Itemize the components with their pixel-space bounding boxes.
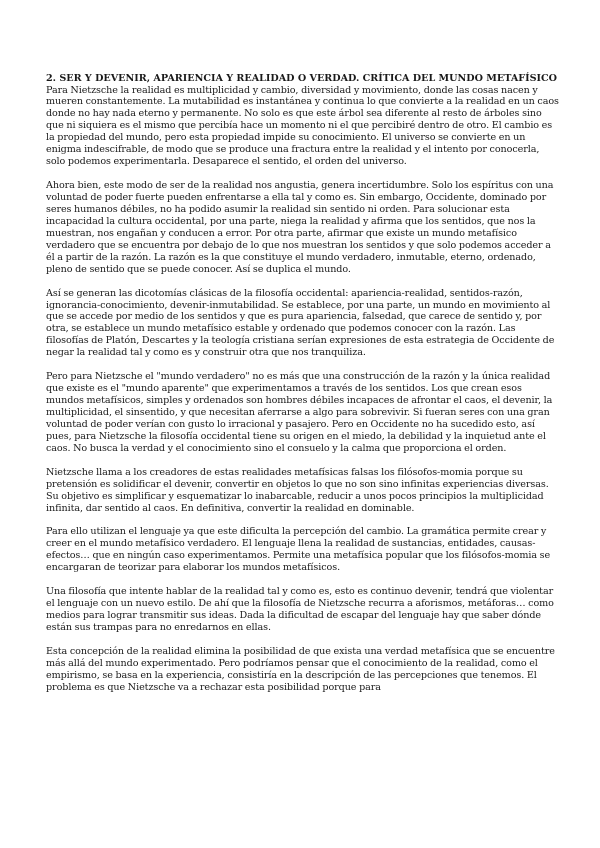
paragraph-1: Para Nietzsche la realidad es multiplicidad y cambio, diversidad y movimiento, donde las cosas nacen y mueren constantemente. La mutabilidad es instantánea y continua lo que convierte a la realidad en un caos donde no hay nada eterno y permanente. No solo es que este árbol sea diferente al resto de árboles sino que ni siquiera es el mismo que percibía hace un momento ni el que percibiré dentro de otro. El cambio es la propiedad del mundo, pero esta propiedad impide su conocimiento. El universo se convierte en un enigma indescifrable, de modo que se produce una fractura entre la realidad y el intento por conocerla, solo podemos experimentarla. Desaparece el sentido, el orden del universo.: [46, 84, 559, 168]
paragraph-3: Así se generan las dicotomías clásicas de la filosofía occidental: apariencia-realidad, sentidos-razón, ignorancia-conocimiento, devenir-inmutabilidad. Se establece, por una parte, un mundo en movimiento al que se accede por medio de los sentidos y que es pura apariencia, falsedad, que carece de sentido y, por otra, se establece un mundo metafísico estable y ordenado que podemos conocer con la razón. Las filosofías de Platón, Descartes y la teología cristiana serían expresiones de esta estrategia de Occidente de negar la realidad tal y como es y construir otra que nos tranquiliza.: [46, 287, 555, 359]
paragraph-8: Esta concepción de la realidad elimina la posibilidad de que exista una verdad metafísica que se encuentre más allá del mundo experimentado. Pero podríamos pensar que el conocimiento de la realidad, como el empirismo, se basa en la experiencia, consistiría en la descripción de las percepciones que tenemos. El problema es que Nietzsche va a rechazar esta posibilidad porque para: [46, 645, 555, 693]
section-heading: 2. SER Y DEVENIR, APARIENCIA Y REALIDAD O VERDAD. CRÍTICA DEL MUNDO METAFÍSICO: [46, 73, 557, 84]
paragraph-7: Una filosofía que intente hablar de la realidad tal y como es, esto es continuo devenir, tendrá que violentar el lenguaje con un nuevo estilo. De ahí que la filosofía de Nietzsche recurra a aforismos, metáforas… como medios para lograr transmitir sus ideas. Dada la dificultad de escapar del lenguaje hay que saber dónde están sus trampas para no enredarnos en ellas.: [46, 586, 554, 634]
paragraph-6: Para ello utilizan el lenguaje ya que este dificulta la percepción del cambio. La gramática permite crear y creer en el mundo metafísico verdadero. El lenguaje llena la realidad de sustancias, entidades, causas-efectos… que en ningún caso experimentamos. Permite una metafísica popular que los filósofos-momia se encargaran de teorizar para elaborar los mundos metafísicos.: [46, 526, 551, 574]
paragraph-5: Nietzsche llama a los creadores de estas realidades metafísicas falsas los filósofos-momia porque su pretensión es solidificar el devenir, convertir en objetos lo que no son sino infinitas experiencias diversas. Su objetivo es simplificar y esquematizar lo inabarcable, reducir a unos pocos principios la multiplicidad infinita, dar sentido al caos. En definitiva, convertir la realidad en dominable.: [46, 466, 549, 514]
paragraph-4: Pero para Nietzsche el "mundo verdadero" no es más que una construcción de la razón y la única realidad que existe es el "mundo aparente" que experimentamos a través de los sentidos. Los que crean esos mundos metafísicos, simples y ordenados son hombres débiles incapaces de afrontar el caos, el devenir, la multiplicidad, el sinsentido, y que necesitan aferrarse a algo para sobrevivir. Si fueran seres con una gran voluntad de poder verían con gusto lo irracional y pasajero. Pero en Occidente no ha sucedido esto, así pues, para Nietzsche la filosofía occidental tiene su origen en el miedo, la debilidad y la inquietud ante el caos. No busca la verdad y el conocimiento sino el consuelo y la calma que proporciona el orden.: [46, 371, 553, 454]
paragraph-2: Ahora bien, este modo de ser de la realidad nos angustia, genera incertidumbre. Solo los espíritus con una voluntad de poder fuerte pueden enfrentarse a ella tal y como es. Sin embargo, Occidente, dominado por seres humanos débiles, no ha podido asumir la realidad sin sentido ni orden. Para solucionar esta incapacidad la cultura occidental, por una parte, niega la realidad y afirma que los sentidos, que nos la muestran, nos engañan y conducen a error. Por otra parte, afirmar que existe un mundo metafísico verdadero que se encuentra por debajo de lo que nos muestran los sentidos y que solo podemos acceder a él a partir de la razón. La razón es la que constituye el mundo verdadero, inmutable, eterno, ordenado, pleno de sentido que se puede conocer. Así se duplica el mundo.: [46, 180, 554, 275]
document-body: [46, 73, 560, 706]
